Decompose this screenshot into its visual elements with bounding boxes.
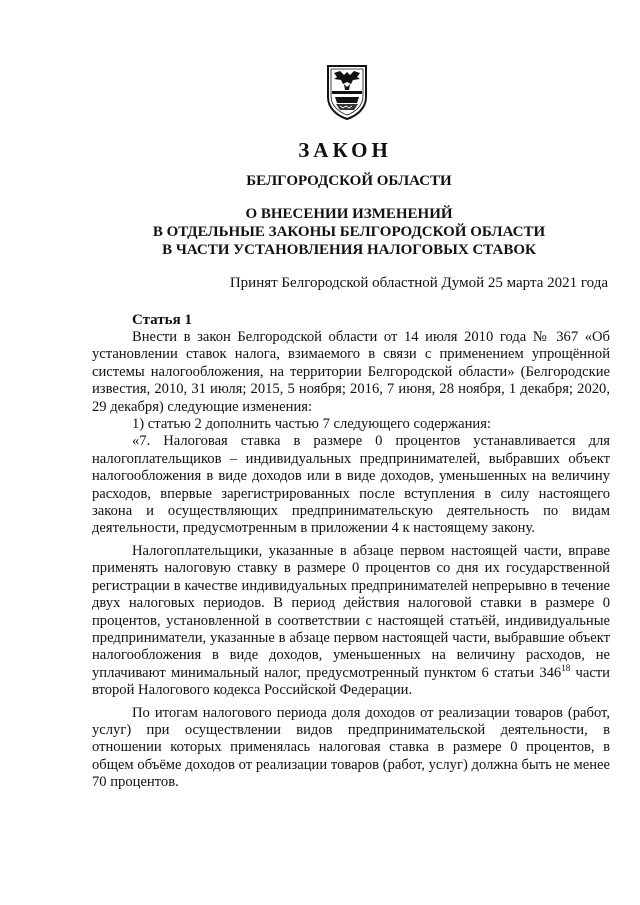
- document-title: ЗАКОН: [298, 138, 392, 162]
- paragraph: [92, 543, 610, 700]
- paragraph-text: Налогоплательщики, указанные в абзаце первом настоящей части, вправе применять налоговую ставку в размере 0 процентов со дня их государственной регистрации в качестве индивидуальных предпринимателей непрерывно в течение двух налоговых периодов. В период действия налоговой ставки в размере 0 процентов, установленной в соответствии с настоящей статьёй, индивидуальные предприниматели, указанные в абзаце первом настоящей части, выбравшие объект налогообложения в виде доходов, уменьшенных на величину расходов, не уплачивают минимальный налог, предусмотренный пунктом 6 статьи 346: [92, 542, 610, 681]
- paragraph: «7. Налоговая ставка в размере 0 процентов устанавливается для налогоплательщиков – индивидуальных предпринимателей, выбравших объект налогообложения в виде доходов или в виде доходов, уменьшенных на величину расходов, впервые зарегистрированных после вступления в силу настоящего закона и осуществляющих предпринимательскую деятельность по видам деятельности, предусмотренным в приложении 4 к настоящему закону.: [92, 433, 610, 537]
- subject-line: О ВНЕСЕНИИ ИЗМЕНЕНИЙ: [245, 206, 453, 222]
- paragraph: Внести в закон Белгородской области от 14 июля 2010 года № 367 «Об установлении ставок налога, взимаемого в связи с применением упрощённой системы налогообложения, на территории Белгородской области» (Белгородские известия, 2010, 31 июля; 2015, 5 ноября; 2016, 7 июня, 28 ноября, 1 декабря; 2020, 29 декабря) следующие изменения:: [92, 329, 610, 415]
- paragraph: По итогам налогового периода доля доходов от реализации товаров (работ, услуг) при осуществлении видов предпринимательской деятельности, в отношении которых применялась налоговая ставка в размере 0 процентов, в общем объёме доходов от реализации товаров (работ, услуг) должна быть не менее 70 процентов.: [92, 704, 610, 791]
- document-region: БЕЛГОРОДСКОЙ ОБЛАСТИ: [246, 173, 452, 189]
- subject-line: В ЧАСТИ УСТАНОВЛЕНИЯ НАЛОГОВЫХ СТАВОК: [162, 242, 536, 258]
- adoption-note: Принят Белгородской областной Думой 25 марта 2021 года: [229, 275, 608, 291]
- superscript: 18: [561, 662, 571, 673]
- document-subject: [0, 205, 640, 259]
- article-heading: Статья 1: [132, 312, 192, 328]
- article-body: [92, 329, 610, 792]
- coat-of-arms-icon: [324, 63, 370, 121]
- paragraph: 1) статью 2 дополнить частью 7 следующего содержания:: [132, 416, 491, 433]
- subject-line: В ОТДЕЛЬНЫЕ ЗАКОНЫ БЕЛГОРОДСКОЙ ОБЛАСТИ: [152, 224, 546, 240]
- paragraph-text: части второй Налогового кодекса Российской Федерации.: [92, 664, 610, 699]
